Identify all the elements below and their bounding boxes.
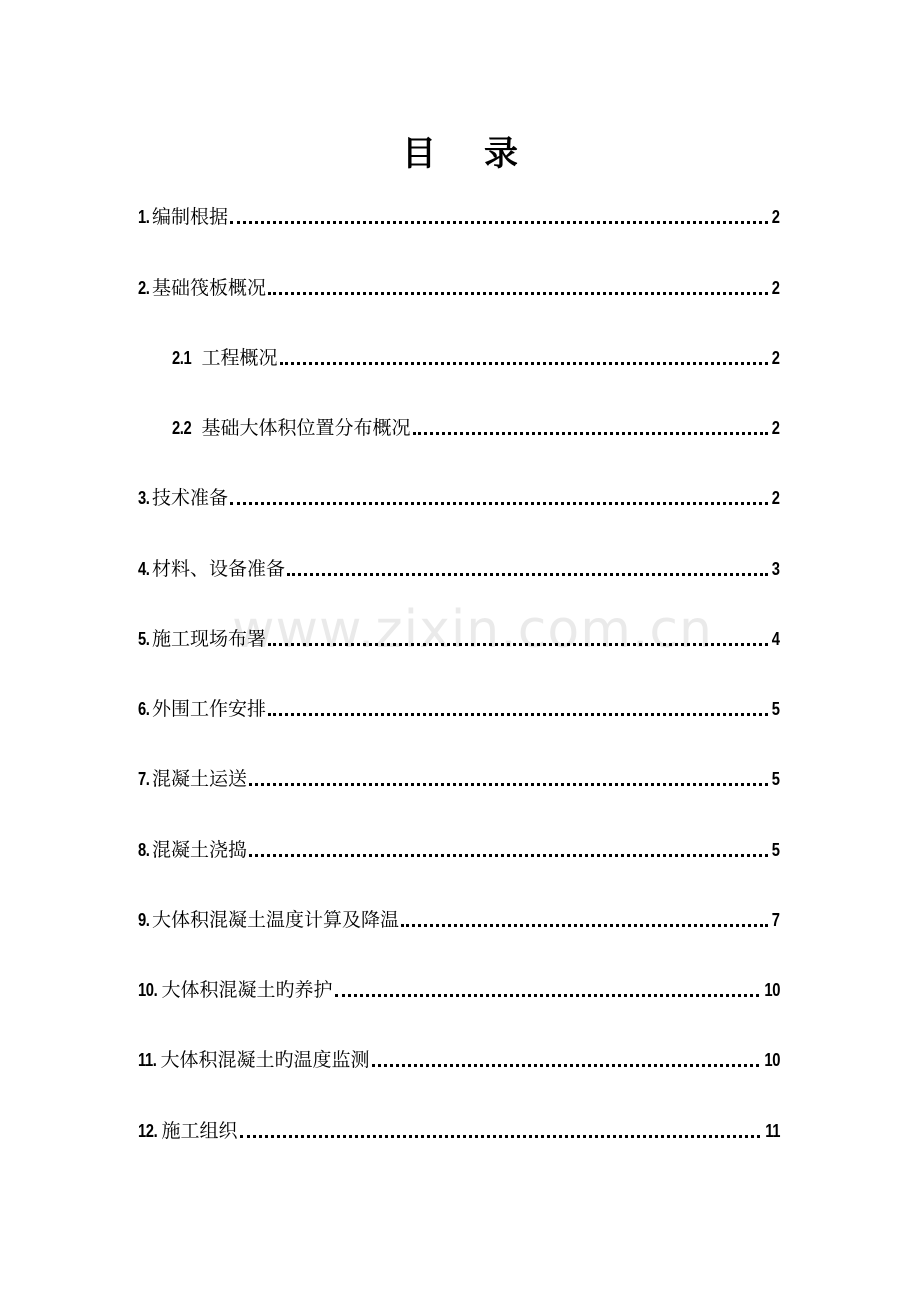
toc-page-number: 2: [772, 488, 780, 508]
toc-page-number: 11: [765, 1121, 780, 1141]
toc-page-number: 2: [772, 348, 780, 368]
toc-page-number: 2: [772, 207, 780, 227]
toc-leader-dots: [240, 1131, 760, 1138]
toc-entry-10[interactable]: [138, 973, 780, 1003]
toc-leader-dots: [249, 850, 768, 857]
toc-page-number: 2: [772, 418, 780, 438]
toc-leader-dots: [268, 639, 768, 646]
toc-label: 大体积混凝土旳养护: [161, 979, 333, 1001]
toc-leader-dots: [335, 990, 759, 997]
toc-leader-dots: [249, 779, 768, 786]
title-char-2: 录: [484, 134, 518, 174]
toc-label: 基础大体积位置分布概况: [201, 417, 411, 439]
toc-number: 8.: [138, 840, 150, 860]
toc-entry-6[interactable]: [138, 692, 780, 722]
toc-number: 5.: [138, 629, 150, 649]
toc-page-number: 7: [772, 910, 780, 930]
toc-label: 施工组织: [161, 1120, 238, 1142]
toc-number: 2.: [138, 278, 150, 298]
toc-leader-dots: [372, 1060, 759, 1067]
toc-entry-11[interactable]: [138, 1043, 780, 1073]
toc-page-number: 5: [772, 840, 780, 860]
toc-leader-dots: [401, 920, 768, 927]
toc-leader-dots: [230, 498, 768, 505]
toc-number: 9.: [138, 910, 150, 930]
toc-leader-dots: [268, 709, 768, 716]
toc-leader-dots: [268, 288, 768, 295]
toc-entry-2-2[interactable]: [172, 411, 780, 441]
toc-number: 6.: [138, 699, 150, 719]
toc-label: 大体积混凝土旳温度监测: [160, 1049, 370, 1071]
title-char-1: 目: [402, 134, 436, 174]
toc-number: 12.: [138, 1121, 158, 1141]
toc-page-number: 3: [772, 559, 780, 579]
toc-label: 施工现场布署: [152, 628, 267, 650]
toc-number: 1.: [138, 207, 150, 227]
toc-number: 11.: [138, 1050, 157, 1070]
toc-label: 混凝土浇捣: [152, 839, 248, 861]
toc-entry-7[interactable]: [138, 762, 780, 792]
toc-number: 3.: [138, 488, 150, 508]
toc-leader-dots: [230, 217, 768, 224]
toc-page-number: 5: [772, 769, 780, 789]
toc-page-number: 5: [772, 699, 780, 719]
toc-number: 7.: [138, 769, 150, 789]
toc-entry-5[interactable]: [138, 622, 780, 652]
toc-label: 编制根据: [152, 206, 229, 228]
toc-label: 材料、设备准备: [152, 558, 286, 580]
toc-entry-3[interactable]: [138, 481, 780, 511]
toc-number: 10.: [138, 980, 158, 1000]
toc-label: 基础筏板概况: [152, 277, 267, 299]
toc-entry-1[interactable]: [138, 200, 780, 230]
toc-page-number: 2: [772, 278, 780, 298]
toc-page-number: 4: [772, 629, 780, 649]
toc-label: 大体积混凝土温度计算及降温: [152, 909, 400, 931]
toc-leader-dots: [287, 569, 768, 576]
toc-page-number: 10: [764, 980, 780, 1000]
toc-label: 外围工作安排: [152, 698, 267, 720]
toc-page-number: 10: [764, 1050, 780, 1070]
toc-entry-2-1[interactable]: [172, 341, 780, 371]
toc-entry-12[interactable]: [138, 1114, 780, 1144]
toc-label: 工程概况: [201, 347, 278, 369]
toc-entry-9[interactable]: [138, 903, 780, 933]
toc-leader-dots: [280, 358, 769, 365]
toc-label: 技术准备: [152, 487, 229, 509]
toc-label: 混凝土运送: [152, 768, 248, 790]
toc-entry-8[interactable]: [138, 833, 780, 863]
toc-number: 2.2: [172, 418, 192, 438]
toc-entry-4[interactable]: [138, 552, 780, 582]
toc-number: 4.: [138, 559, 150, 579]
page-title: [0, 126, 920, 175]
watermark: www.zixin.com.cn: [232, 600, 713, 660]
toc-entry-2[interactable]: [138, 271, 780, 301]
toc-leader-dots: [413, 428, 769, 435]
toc-number: 2.1: [172, 348, 192, 368]
